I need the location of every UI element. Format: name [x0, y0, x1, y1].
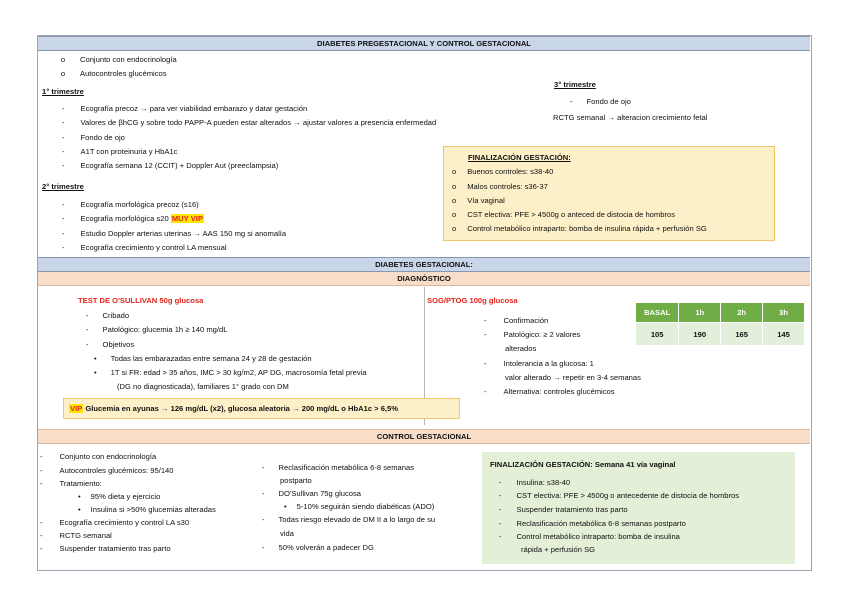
list-item: - Alternativa: controles glucémicos — [484, 387, 615, 396]
sub-item: • Insulina si >50% glucemias alteradas — [78, 505, 216, 514]
first-trimester-heading: 1° trimestre — [42, 87, 84, 96]
list-item: - Cribado — [86, 311, 130, 320]
finalization-item: - Reclasificación metabólica 6-8 semanas postparto — [499, 519, 686, 528]
table-header: 2h — [721, 303, 763, 323]
table-cell: 190 — [679, 323, 721, 346]
list-item: - Todas riesgo elevado de DM II a lo largo de su — [262, 515, 436, 524]
section-title-pregestacional: DIABETES PREGESTACIONAL Y CONTROL GESTACIONAL — [38, 36, 810, 51]
list-item: - Ecografía semana 12 (CCIT) + Doppler Aut (preeclampsia) — [62, 161, 279, 170]
list-item: - Patológico: ≥ 2 valores — [484, 330, 581, 339]
list-item: - Fondo de ojo — [570, 97, 631, 106]
finalization-heading: FINALIZACIÓN GESTACIÓN: Semana 41 vía vaginal — [490, 460, 676, 469]
list-item-continued: postparto — [280, 476, 312, 485]
diagnosis-title: DIAGNÓSTICO — [38, 272, 810, 286]
control-title: CONTROL GESTACIONAL — [38, 429, 810, 444]
list-item: - Ecografía crecimiento y control LA mensual — [62, 243, 227, 252]
sub-item: • 95% dieta y ejercicio — [78, 492, 161, 501]
list-item: - Autocontroles glucémicos: 95/140 — [40, 466, 174, 475]
list-item: - A1T con proteinuria y HbA1c — [62, 147, 178, 156]
list-item: - 50% volverán a padecer DG — [262, 543, 374, 552]
list-item: - Ecografía morfológica s20 MUY VIP — [62, 214, 203, 223]
list-item-continued: valor alterado → repetir en 3-4 semanas — [505, 373, 641, 382]
finalization-item: - Insulina: s38-40 — [499, 478, 571, 487]
vip-text: VIP Glucemia en ayunas → 126 mg/dL (x2), glucosa aleatoria → 200 mg/dL o HbA1c > 6,5% — [70, 404, 399, 413]
list-item: - Objetivos — [86, 340, 135, 349]
finalization-heading: FINALIZACIÓN GESTACIÓN: — [468, 153, 571, 162]
sub-item-continued: (DG no diagnosticada), familiares 1° grado con DM — [117, 382, 289, 391]
list-item: - Suspender tratamiento tras parto — [40, 544, 171, 553]
finalization-item: o Malos controles: s36-37 — [452, 182, 548, 191]
list-item: - Intolerancia a la glucosa: 1 — [484, 359, 594, 368]
finalization-item: - Control metabólico intraparto: bomba de insulina — [499, 532, 680, 541]
list-item-continued: vida — [280, 529, 294, 538]
table-header: 3h — [763, 303, 805, 323]
sub-item: • 1T si FR: edad > 35 años, IMC > 30 kg/m2, AP DG, macrosomía fetal previa — [94, 368, 367, 377]
finalization-item: o Vía vaginal — [452, 196, 505, 205]
list-item: - Reclasificación metabólica 6-8 semanas — [262, 463, 415, 472]
sub-item: • Todas las embarazadas entre semana 24 y 28 de gestación — [94, 354, 312, 363]
vip-highlight: MUY VIP — [171, 214, 203, 223]
intro-item: o Autocontroles glucémicos — [60, 69, 167, 78]
list-item: - Ecografía precoz → para ver viabilidad embarazo y datar gestación — [62, 104, 308, 113]
finalization-item: - Suspender tratamiento tras parto — [499, 505, 628, 514]
table-header: BASAL — [636, 303, 679, 323]
list-item: - DO'Sullivan 75g glucosa — [262, 489, 362, 498]
table-cell: 165 — [721, 323, 763, 346]
glucose-table — [635, 302, 805, 346]
finalization-item-continued: rápida + perfusión SG — [521, 545, 596, 554]
list-item: - RCTG semanal — [40, 531, 112, 540]
list-item: - Estudio Doppler arterias uterinas → AAS 150 mg si anomalía — [62, 229, 287, 238]
finalization-item: o CST electiva: PFE > 4500g o anteced de distocia de hombros — [452, 210, 675, 219]
list-item: - Confirmación — [484, 316, 549, 325]
third-trimester-heading: 3° trimestre — [554, 80, 596, 89]
sub-item: • 5-10% seguirán siendo diabéticas (ADO) — [284, 502, 435, 511]
list-item: - Tratamiento: — [40, 479, 102, 488]
list-item-continued: alterados — [505, 344, 537, 353]
finalization-item: o Control metabólico intraparto: bomba de insulina rápida + perfusión SG — [452, 224, 707, 233]
section-title-gestacional: DIABETES GESTACIONAL: — [38, 257, 810, 272]
list-item: - Ecografía morfológica precoz (s16) — [62, 200, 199, 209]
second-trimester-heading: 2° trimestre — [42, 182, 84, 191]
table-header: 1h — [679, 303, 721, 323]
list-item: - Conjunto con endocrinología — [40, 452, 157, 461]
vip-tag: VIP — [70, 404, 83, 413]
list-item: - Fondo de ojo — [62, 133, 125, 142]
table-cell: 145 — [763, 323, 805, 346]
list-item: - Ecografía crecimiento y control LA s30 — [40, 518, 190, 527]
rctg-text: RCTG semanal → alteracion crecimiento fetal — [553, 113, 708, 122]
table-cell: 105 — [636, 323, 679, 346]
osullivan-heading: TEST DE O'SULLIVAN 50g glucosa — [78, 296, 204, 305]
finalization-item: - CST electiva: PFE > 4500g o antecedente de distocia de hombros — [499, 491, 740, 500]
list-item: - Patológico: glucemia 1h ≥ 140 mg/dL — [86, 325, 228, 334]
finalization-item: o Buenos controles: s38-40 — [452, 167, 554, 176]
sog-heading: SOG/PTOG 100g glucosa — [427, 296, 518, 305]
list-item: - Valores de βhCG y sobre todo PAPP-A pueden estar alterados → ajustar valores a presencia enfermedad — [62, 118, 437, 127]
intro-item: o Conjunto con endocrinología — [60, 55, 177, 64]
